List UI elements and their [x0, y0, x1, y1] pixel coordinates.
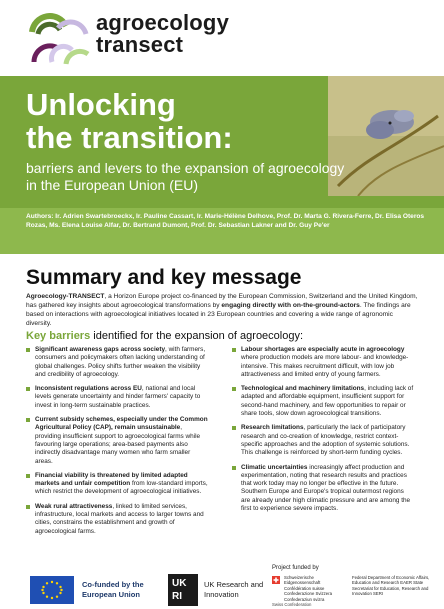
- barrier-bold: Labour shortages are especially acute in agroecology: [241, 346, 405, 353]
- intro-bold-1: Agroecology-TRANSECT: [26, 293, 105, 300]
- hero-title-line-2: the transition:: [26, 120, 233, 155]
- swiss-confederation-label: Swiss Confederation: [272, 602, 312, 607]
- barrier-item: [232, 385, 414, 418]
- barrier-text: , particularly the lack of participatory research and co-creation of knowledge, restrict context-specific approaches and the adoption of systemic solutions. This challenge is reinforced by short-term funding cycles.: [241, 424, 410, 457]
- barriers-heading: [26, 330, 303, 342]
- intro-text-4: . The findings are based on interactions with agroecological initiatives located in 23 European countries and covering a wide range of agronomic diversity.: [26, 302, 411, 327]
- hero-title: [26, 88, 233, 154]
- eu-flag-icon: [30, 576, 74, 604]
- intro-text-2: , a Horizon Europe project co-financed by the European Commission, Switzerland and the United Kingdom, has gathered key insights about agroecological transformations by: [26, 293, 418, 309]
- barriers-right-column: [232, 346, 414, 519]
- barrier-text: , including lack of adapted and affordable equipment, insufficient support for second-hand machinery, and few opportunities to repair or share tools, slow down agroecological transitions.: [241, 385, 414, 418]
- barrier-bold: Technological and machinery limitations: [241, 385, 365, 393]
- brand-line-2: transect: [96, 32, 184, 57]
- page-header: [0, 0, 444, 74]
- barrier-bold: Climatic uncertainties: [241, 463, 308, 471]
- barrier-bold: Research limitations: [241, 424, 304, 432]
- eu-cofunded-text: Co-funded by the European Union: [82, 580, 144, 599]
- barrier-bold: Significant awareness gaps across society: [35, 346, 166, 353]
- barrier-text: , national and local levels generate uncertainty and hinder farmers' capacity to invest in long-term sustainable practices.: [35, 385, 201, 409]
- hero-subtitle: barriers and levers to the expansion of agroecology in the European Union (EU): [26, 160, 345, 193]
- swiss-cross-icon: [272, 576, 280, 584]
- barriers-heading-rest: identified for the expansion of agroecology:: [90, 330, 304, 342]
- hero-title-line-1: Unlocking: [26, 87, 176, 122]
- barrier-text: increasingly affect production and experimentation, noting that research results and practices that work today may no longer be effective in the future. Southern Europe and Europe's tropical outermost regions are already under high climatic pressure and are among the first to experience severe impacts.: [241, 463, 411, 513]
- barrier-text: , providing insufficient support to agroecological farms while favouring large operations; area-based payments also indirectly disadvantage many women who farm smaller areas.: [35, 424, 201, 465]
- barrier-item: [26, 503, 208, 536]
- barrier-bold: Financial viability is threatened by limited adapted markets and unfair competition: [35, 471, 188, 488]
- barrier-bold: Weak rural attractiveness: [35, 502, 113, 510]
- barrier-item: [26, 472, 208, 497]
- authors-text: Authors: Ir. Adrien Swartebroeckx, Ir. Pauline Cassart, Ir. Marie-Hélène Delhove, Prof. Dr. Marta G. Rivera-Ferre, Dr. Elisa Oteros Rozas, Ms. Elena Louise Alfar, Dr. Bertrand Dumont, Prof. Dr. Sebastian Lakner and Dr. Guy Pe'er: [26, 213, 425, 229]
- ukri-text: UK Research and Innovation: [204, 580, 264, 599]
- barriers-heading-accent: Key barriers: [26, 330, 91, 342]
- barrier-item: [26, 346, 208, 379]
- barrier-item: [26, 416, 208, 466]
- barrier-item: [232, 424, 414, 457]
- agroecology-logo-icon: [28, 8, 90, 66]
- barriers-left-column: [26, 346, 208, 542]
- barrier-text: , with farmers, consumers and policymakers often lacking understanding of global challenges. Policy shifts further weaken the visibility and credibility of agroecology.: [35, 346, 206, 378]
- barrier-item: [26, 385, 208, 410]
- intro-bold-3: engaging directly with on-the-ground-actors: [221, 302, 360, 309]
- intro-paragraph: [26, 292, 420, 328]
- ukri-logo-icon: UK RI: [168, 574, 198, 606]
- project-funded-by-label: Project funded by: [272, 565, 319, 571]
- swiss-confederation-names: Schweizerische Eidgenossenschaft Confédération suisse Confederazione Svizzera Confederaziun svizra: [284, 575, 333, 602]
- brand-line-1: agroecology: [96, 10, 230, 35]
- swiss-department-names: Federal Department of Economic Affairs, Education and Research EAER State Secretariat for Education, Research and Innovation SERI: [352, 575, 430, 597]
- barrier-bold: Current subsidy schemes, especially under the Common Agricultural Policy (CAP), remain unsustainable: [35, 416, 208, 432]
- barrier-text: from low-standard imports, which restrict the development of agroecological initiatives.: [35, 480, 208, 496]
- barrier-bold: Inconsistent regulations across EU: [35, 385, 142, 393]
- barrier-item: [232, 346, 414, 379]
- section-title: Summary and key message: [26, 266, 302, 289]
- barrier-text: , linked to limited services, infrastructure, local markets and access to larger towns and cities, constrains the establishment and growth of agroecological farms.: [35, 502, 204, 535]
- barrier-item: [232, 464, 414, 514]
- brand-name: [96, 12, 229, 56]
- barrier-text: where production models are more labour- and knowledge-intensive. This makes recruitment difficult, with low job attractiveness and limited entry of young farmers.: [241, 354, 409, 378]
